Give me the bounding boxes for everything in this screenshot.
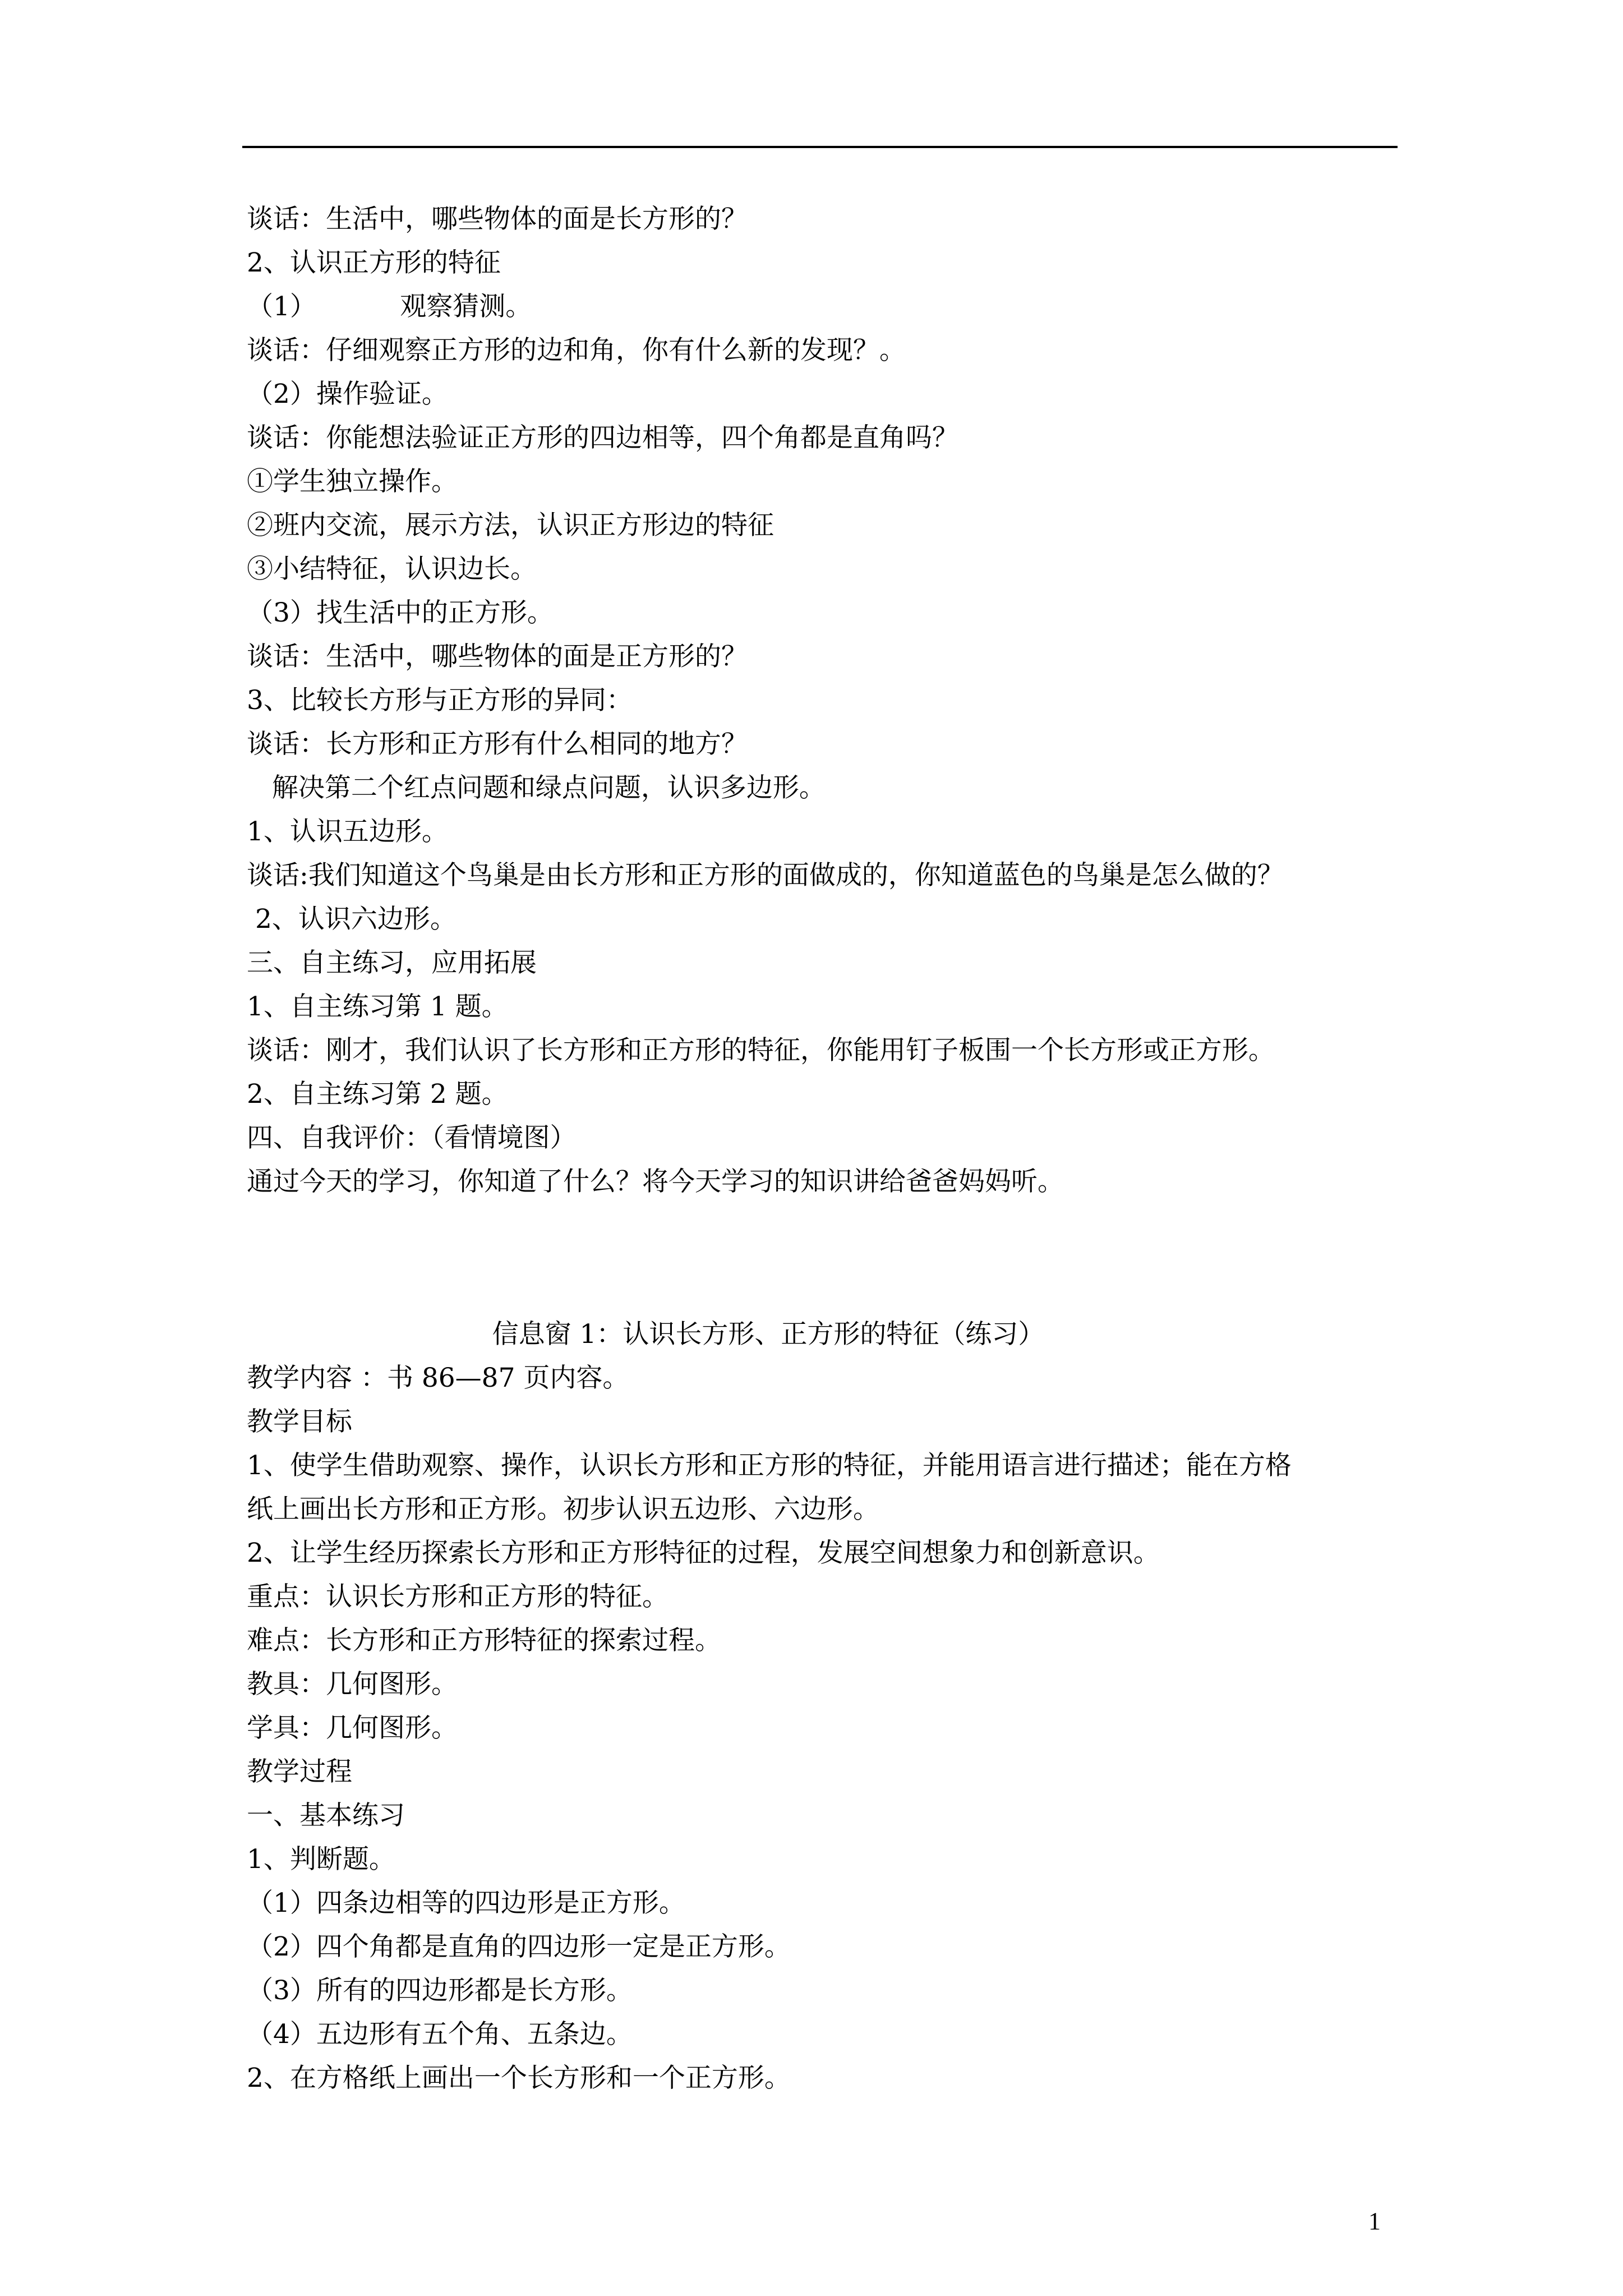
text-line: 重点：认识长方形和正方形的特征。 xyxy=(247,1581,668,1612)
page-number: 1 xyxy=(1368,2207,1381,2235)
header-rule xyxy=(242,146,1398,148)
text-line: 教学目标 xyxy=(247,1406,352,1437)
text-line: 谈话：生活中，哪些物体的面是长方形的？ xyxy=(247,204,748,234)
text-line: 1、认识五边形。 xyxy=(247,816,448,847)
text-line: 2、让学生经历探索长方形和正方形特征的过程，发展空间想象力和创新意识。 xyxy=(247,1538,1160,1568)
text-line: 三、自主练习，应用拓展 xyxy=(247,947,537,978)
text-line: 谈话：仔细观察正方形的边和角，你有什么新的发现？。 xyxy=(247,335,906,366)
text-line: （1） 观察猜测。 xyxy=(247,291,532,322)
text-line: 教学过程 xyxy=(247,1756,352,1787)
text-line: 1、使学生借助观察、操作，认识长方形和正方形的特征，并能用语言进行描述；能在方格 xyxy=(247,1450,1292,1481)
text-line: 2、自主练习第 2 题。 xyxy=(247,1079,508,1110)
text-line: 2、在方格纸上画出一个长方形和一个正方形。 xyxy=(247,2063,791,2093)
text-line: ③小结特征，认识边长。 xyxy=(247,554,537,585)
text-line: 难点：长方形和正方形特征的探索过程。 xyxy=(247,1625,721,1656)
text-line: 谈话：生活中，哪些物体的面是正方形的？ xyxy=(247,641,748,672)
text-line: ①学生独立操作。 xyxy=(247,466,458,497)
text-line: 教具：几何图形。 xyxy=(247,1669,458,1700)
text-line: 1、判断题。 xyxy=(247,1844,395,1875)
text-line: 谈话：刚才，我们认识了长方形和正方形的特征，你能用钉子板围一个长方形或正方形。 xyxy=(247,1035,1275,1066)
text-line: 谈话：你能想法验证正方形的四边相等，四个角都是直角吗？ xyxy=(247,422,958,453)
text-line: 谈话:我们知道这个鸟巢是由长方形和正方形的面做成的，你知道蓝色的鸟巢是怎么做的？ xyxy=(247,860,1284,891)
text-line: 四、自我评价：（看情境图） xyxy=(247,1122,577,1153)
text-line: 学具：几何图形。 xyxy=(247,1713,458,1743)
section-title: 信息窗 1：认识长方形、正方形的特征（练习） xyxy=(492,1319,1045,1350)
text-line: 2、认识正方形的特征 xyxy=(247,247,501,278)
text-line: 一、基本练习 xyxy=(247,1800,405,1831)
text-line: （2）操作验证。 xyxy=(247,379,448,409)
text-line: （3）所有的四边形都是长方形。 xyxy=(247,1975,633,2006)
text-line: （2）四个角都是直角的四边形一定是正方形。 xyxy=(247,1931,791,1962)
text-line: 谈话：长方形和正方形有什么相同的地方？ xyxy=(247,729,748,760)
text-line: （3）找生活中的正方形。 xyxy=(247,597,554,628)
text-line: （1）四条边相等的四边形是正方形。 xyxy=(247,1888,685,1918)
text-line: 纸上画出长方形和正方形。初步认识五边形、六边形。 xyxy=(247,1494,879,1525)
text-line: （4）五边形有五个角、五条边。 xyxy=(247,2019,633,2050)
text-line: 3、比较长方形与正方形的异同： xyxy=(247,685,633,716)
text-line: 解决第二个红点问题和绿点问题，认识多边形。 xyxy=(247,772,826,803)
text-line: 教学内容 ：书 86—87 页内容。 xyxy=(247,1363,629,1393)
text-line: 2、认识六边形。 xyxy=(247,904,457,935)
text-line: 通过今天的学习，你知道了什么？将今天学习的知识讲给爸爸妈妈听。 xyxy=(247,1166,1064,1197)
text-line: 1、自主练习第 1 题。 xyxy=(247,991,508,1022)
text-line: ②班内交流，展示方法，认识正方形边的特征 xyxy=(247,510,774,541)
